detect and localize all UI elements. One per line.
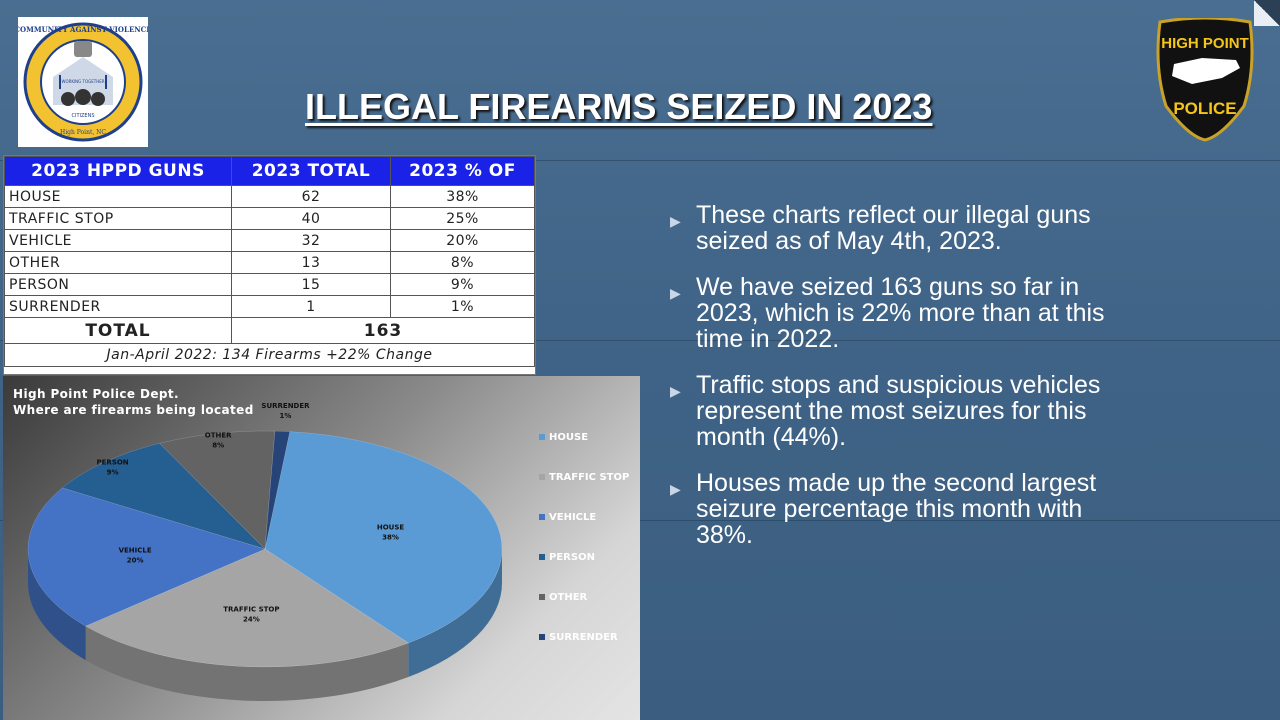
row-total: 40 — [232, 208, 391, 230]
bullet-arrow-icon: ▶ — [670, 285, 681, 301]
slice-label: HOUSE — [376, 523, 405, 532]
row-label: VEHICLE — [5, 230, 232, 252]
row-total: 13 — [232, 252, 391, 274]
legend-swatch — [539, 474, 545, 480]
bullet-text: Traffic stops and suspicious vehicles represent the most seizures for this month (44%). — [696, 371, 1101, 451]
badge-line1: HIGH POINT — [1161, 35, 1249, 52]
pie-chart — [3, 376, 640, 720]
legend-swatch — [539, 634, 545, 640]
total-value: 163 — [232, 318, 535, 344]
slice-percent-label: 9% — [106, 468, 119, 477]
svg-text:COMMUNITY AGAINST VIOLENCE: COMMUNITY AGAINST VIOLENCE — [18, 25, 148, 34]
guns-table-grid — [4, 156, 535, 367]
legend-label: OTHER — [549, 592, 588, 603]
table-row — [5, 252, 535, 274]
slide-title: ILLEGAL FIREARMS SEIZED IN 2023 — [305, 86, 933, 127]
row-label: HOUSE — [5, 186, 232, 208]
header-guns: 2023 HPPD GUNS — [5, 157, 232, 186]
total-label: TOTAL — [5, 318, 232, 344]
table-row — [5, 296, 535, 318]
row-label: PERSON — [5, 274, 232, 296]
slice-percent-label: 8% — [212, 441, 225, 450]
high-point-police-badge — [1152, 18, 1258, 142]
legend-swatch — [539, 594, 545, 600]
row-total: 32 — [232, 230, 391, 252]
row-percent: 25% — [391, 208, 535, 230]
legend-label: TRAFFIC STOP — [549, 472, 630, 483]
header-total: 2023 TOTAL — [232, 157, 391, 186]
svg-text:CITIZENS: CITIZENS — [71, 113, 95, 119]
bullet-list — [668, 202, 1118, 568]
table-row — [5, 186, 535, 208]
table-total-row — [5, 318, 535, 344]
row-percent: 9% — [391, 274, 535, 296]
row-percent: 1% — [391, 296, 535, 318]
bullet-arrow-icon: ▶ — [670, 481, 681, 497]
legend-label: VEHICLE — [549, 512, 597, 523]
legend-swatch — [539, 554, 545, 560]
slice-label: OTHER — [204, 431, 232, 440]
page-curl-corner — [1254, 0, 1280, 26]
slice-percent-label: 38% — [382, 533, 399, 542]
bullet-arrow-icon: ▶ — [670, 383, 681, 399]
bullet-item — [668, 202, 1118, 254]
slice-label: SURRENDER — [261, 402, 310, 411]
legend-label: SURRENDER — [549, 632, 618, 643]
bullet-item — [668, 274, 1118, 352]
table-row — [5, 274, 535, 296]
table-header-row — [5, 157, 535, 186]
bullet-text: These charts reflect our illegal guns seized as of May 4th, 2023. — [696, 201, 1091, 255]
legend-swatch — [539, 514, 545, 520]
slice-label: VEHICLE — [118, 546, 152, 555]
bullet-text: We have seized 163 guns so far in 2023, which is 22% more than at this time in 2022. — [696, 273, 1105, 353]
row-percent: 38% — [391, 186, 535, 208]
row-label: SURRENDER — [5, 296, 232, 318]
legend-label: HOUSE — [549, 432, 589, 443]
table-row — [5, 230, 535, 252]
bullet-text: Houses made up the second largest seizure percentage this month with 38%. — [696, 469, 1097, 549]
row-label: TRAFFIC STOP — [5, 208, 232, 230]
community-against-violence-logo — [18, 17, 148, 147]
table-note-row — [5, 344, 535, 367]
svg-text:High Point, NC: High Point, NC — [59, 129, 107, 136]
slice-percent-label: 24% — [242, 615, 260, 624]
badge-line2: POLICE — [1173, 99, 1237, 118]
row-total: 15 — [232, 274, 391, 296]
slice-label: PERSON — [96, 458, 129, 467]
pie-chart-panel — [3, 376, 640, 720]
legend-swatch — [539, 434, 545, 440]
guns-table — [3, 155, 536, 375]
legend-label: PERSON — [549, 552, 595, 563]
bullet-arrow-icon: ▶ — [670, 213, 681, 229]
chart-title — [13, 386, 254, 418]
svg-text:WORKING TOGETHER: WORKING TOGETHER — [61, 79, 105, 84]
slice-percent-label: 20% — [126, 556, 144, 565]
slice-percent-label: 1% — [279, 412, 292, 421]
row-total: 62 — [232, 186, 391, 208]
bullet-item — [668, 372, 1118, 450]
header-percent: 2023 % OF — [391, 157, 535, 186]
row-total: 1 — [232, 296, 391, 318]
chart-title-line1: High Point Police Dept. — [13, 387, 179, 401]
bullet-item — [668, 470, 1118, 548]
comparison-note: Jan-April 2022: 134 Firearms +22% Change — [5, 344, 535, 367]
chart-title-line2: Where are firearms being located — [13, 403, 254, 417]
slice-label: TRAFFIC STOP — [223, 605, 280, 614]
row-percent: 8% — [391, 252, 535, 274]
row-percent: 20% — [391, 230, 535, 252]
table-row — [5, 208, 535, 230]
row-label: OTHER — [5, 252, 232, 274]
